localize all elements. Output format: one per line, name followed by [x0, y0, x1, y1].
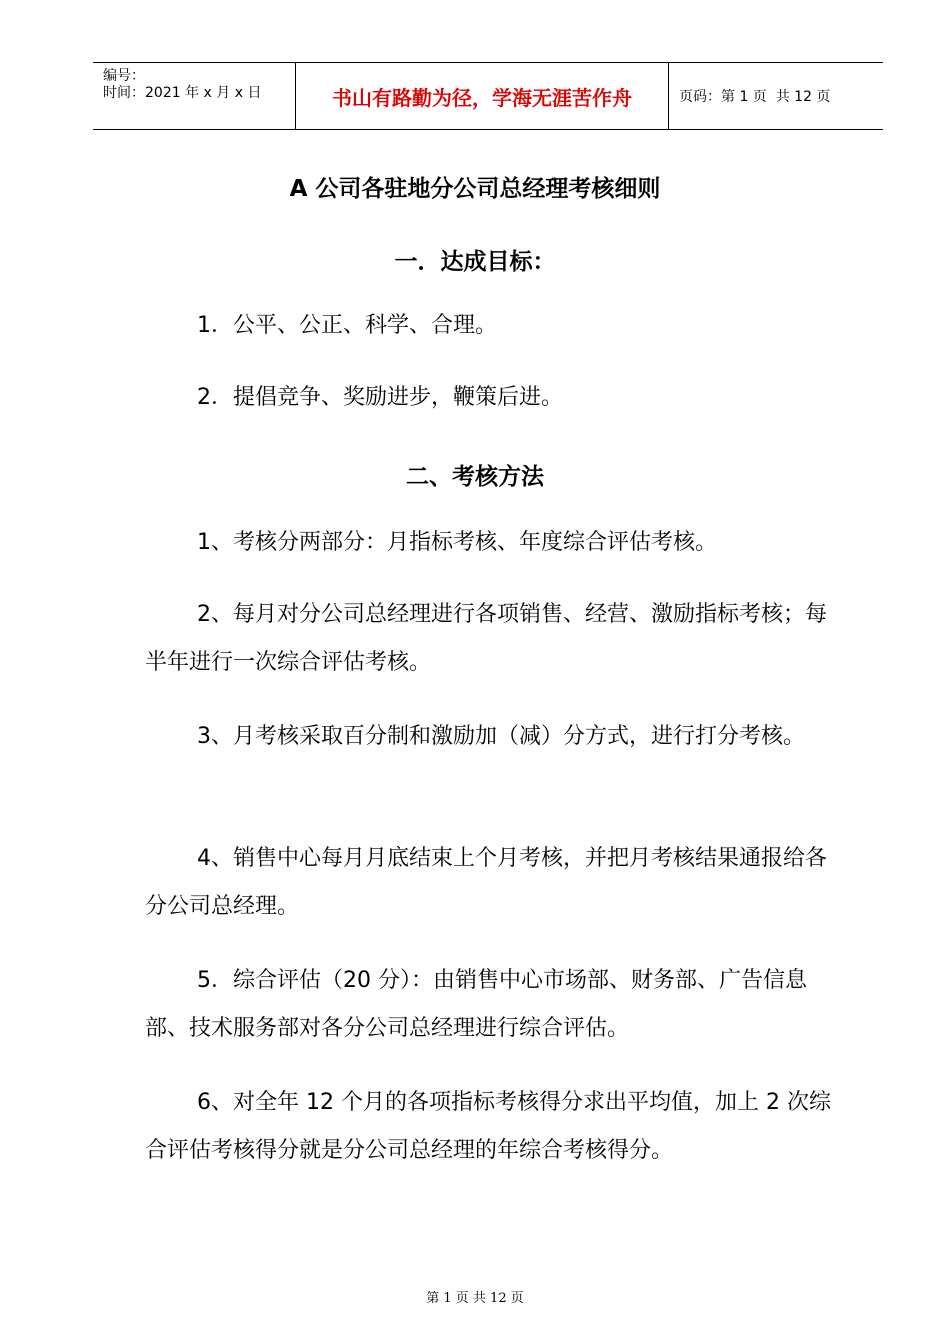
document-title: A 公司各驻地分公司总经理考核细则 [289, 176, 661, 202]
header-motto: 书山有路勤为径，学海无涯苦作舟 [295, 63, 669, 129]
header-page-info-text: 页码：第 1 页 共 12 页 [679, 89, 831, 105]
section2-item-2: 2、每月对分公司总经理进行各项销售、经营、激励指标考核；每半年进行一次综合评估考核。 [145, 602, 827, 675]
section2-heading: 二、考核方法 [406, 464, 544, 490]
section2-item-3: 3、月考核采取百分制和激励加（减）分方式，进行打分考核。 [197, 724, 805, 749]
section2-item-6: 6、对全年 12 个月的各项指标考核得分求出平均值，加上 2 次综合评估考核得分就是分公司总经理的年综合考核得分。 [145, 1090, 831, 1163]
page-footer: 第 1 页 共 12 页 [426, 1291, 524, 1306]
section1-item-2: 2．提倡竞争、奖励进步，鞭策后进。 [197, 385, 563, 410]
header-page-info [669, 63, 883, 129]
page-header [93, 62, 883, 130]
section2-item-4: 4、销售中心每月月底结束上个月考核，并把月考核结果通报给各分公司总经理。 [145, 846, 827, 919]
document-time-label: 时间：2021 年 x 月 x 日 [103, 85, 262, 101]
header-meta [93, 63, 295, 129]
section1-item-1: 1．公平、公正、科学、合理。 [197, 313, 497, 338]
section2-item-1: 1、考核分两部分：月指标考核、年度综合评估考核。 [197, 530, 717, 555]
section2-item-5: 5．综合评估（20 分）：由销售中心市场部、财务部、广告信息部、技术服务部对各分公司总经理进行综合评估。 [145, 968, 807, 1041]
document-number-label: 编号： [103, 68, 145, 84]
section1-heading: 一．达成目标： [394, 249, 556, 275]
